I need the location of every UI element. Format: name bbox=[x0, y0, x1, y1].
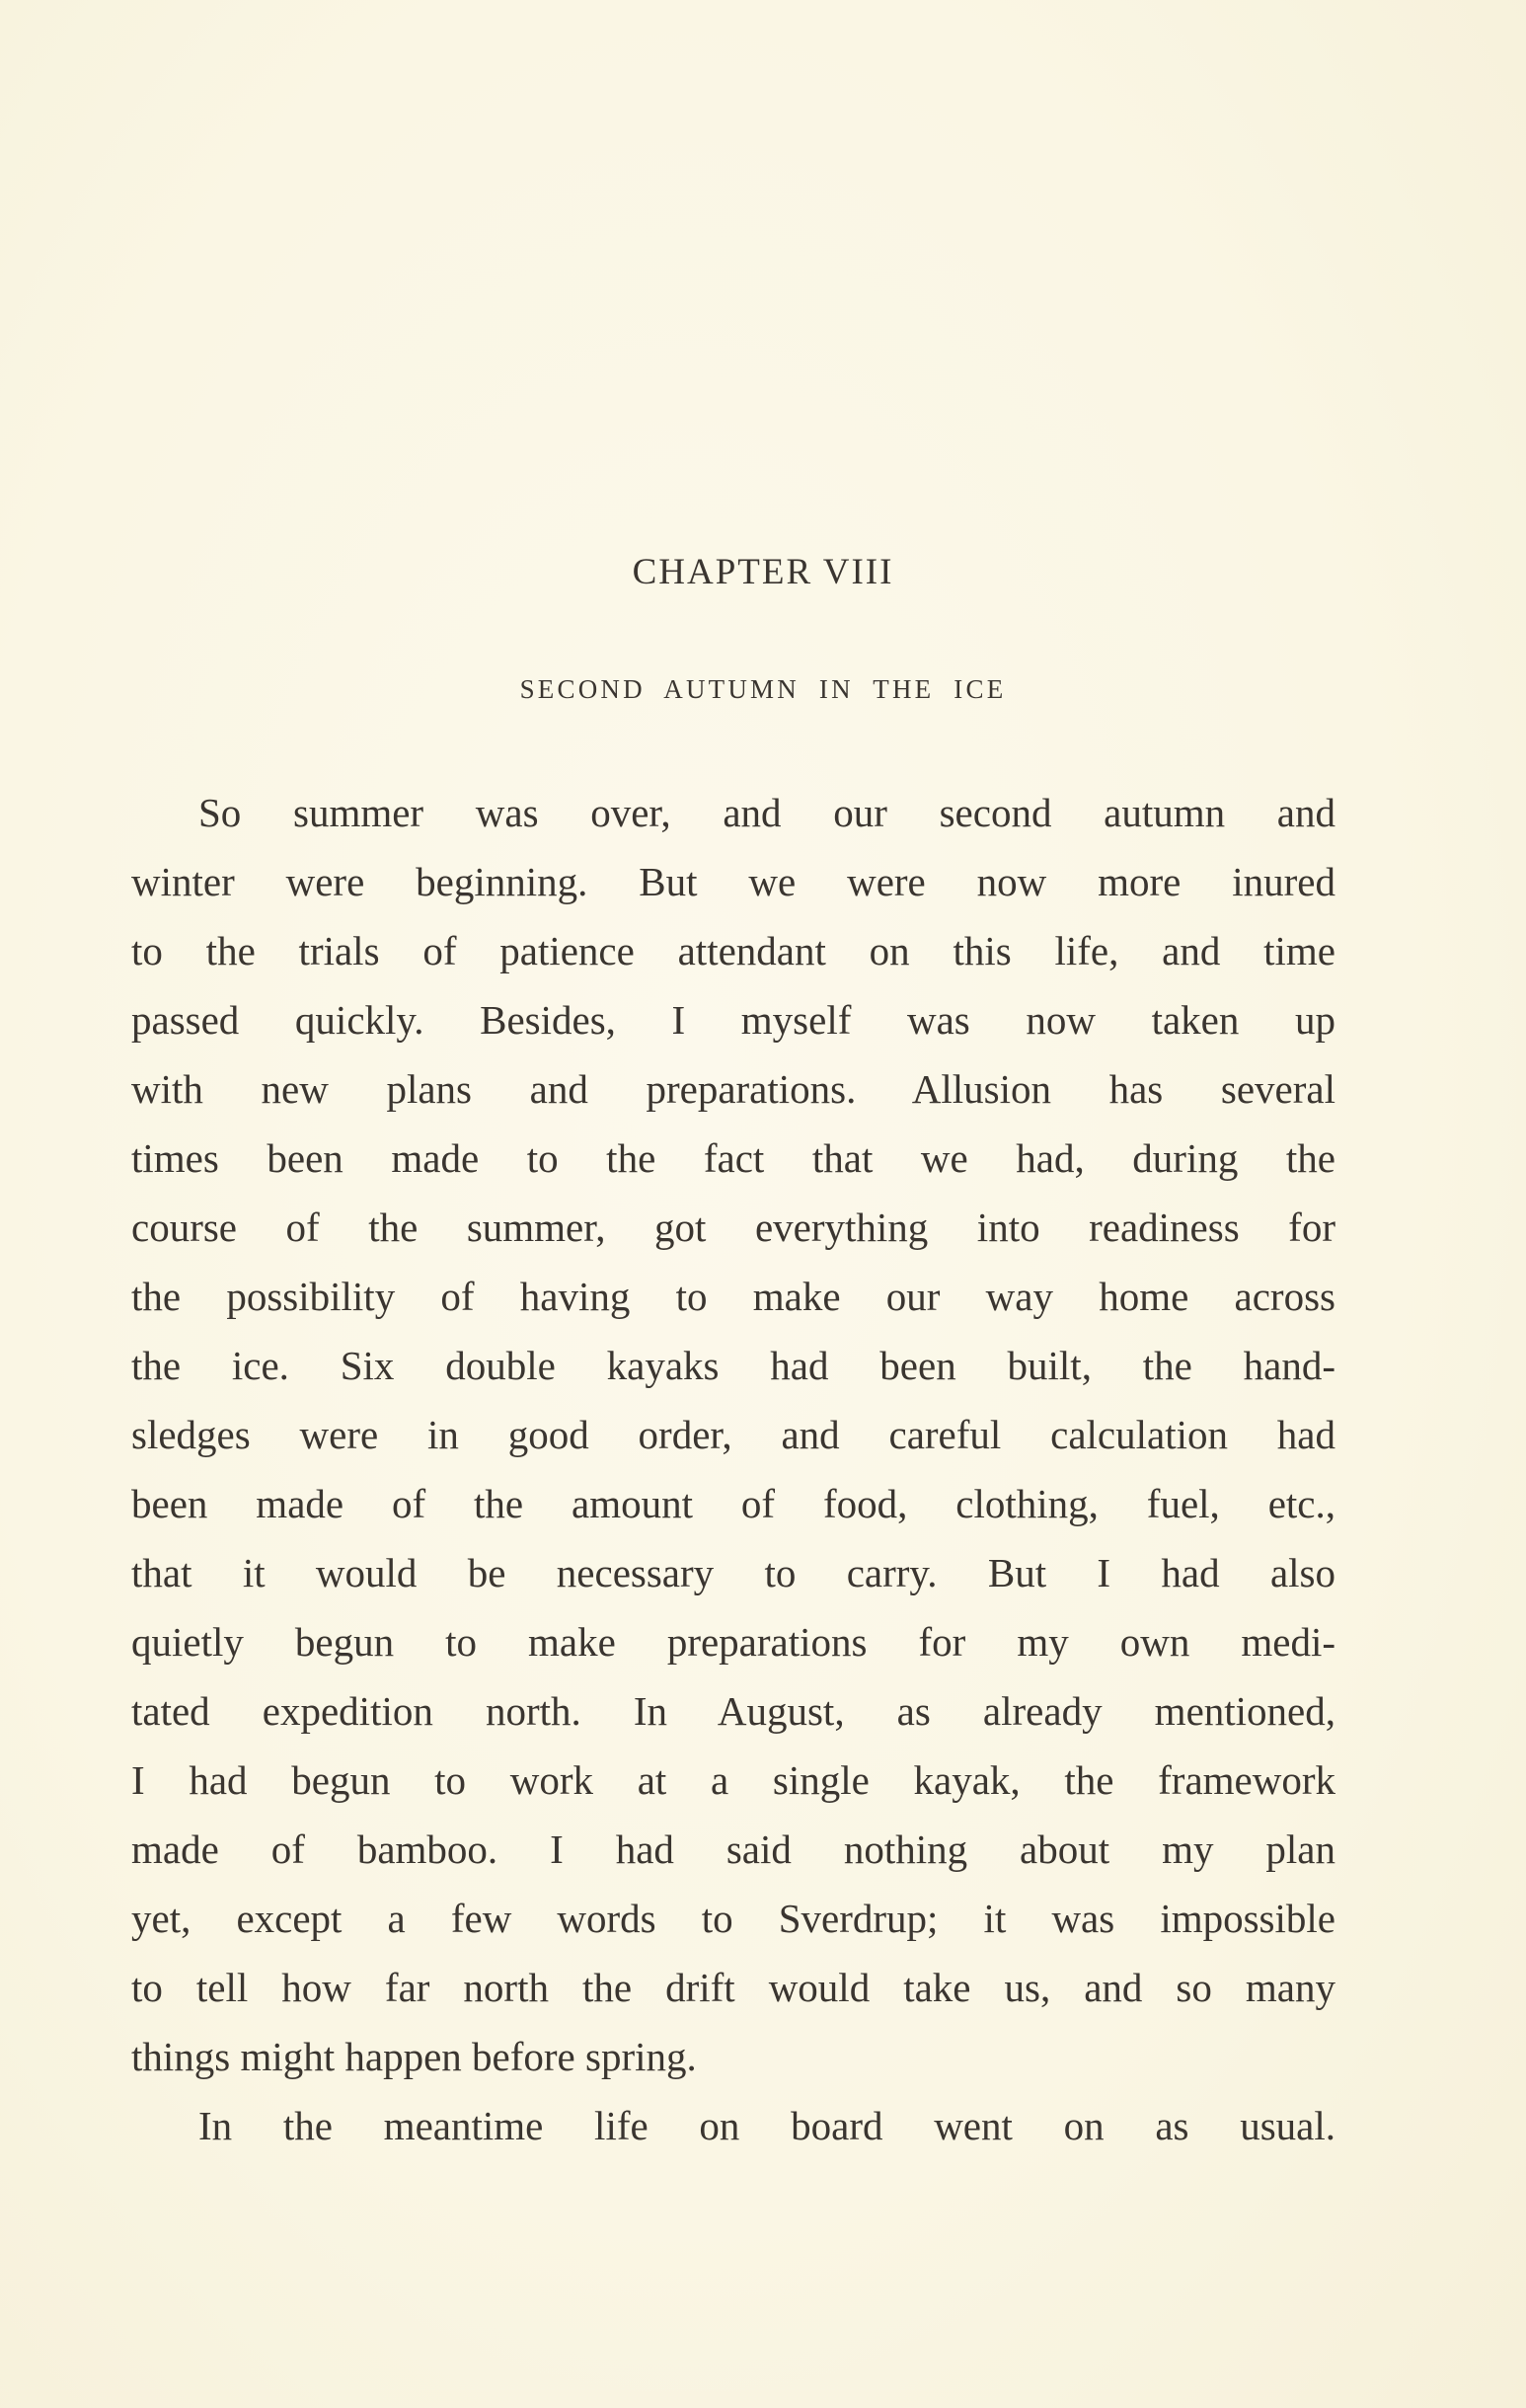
text-line: yet, except a few words to Sverdrup; it was impossible bbox=[131, 1896, 1335, 1941]
text-line: In the meantime life on board went on as usual. bbox=[198, 2103, 1335, 2148]
text-line: to the trials of patience attendant on this life, and time bbox=[131, 928, 1335, 973]
chapter-title: SECOND AUTUMN IN THE ICE bbox=[519, 674, 1007, 704]
chapter-number: CHAPTER VIII bbox=[632, 552, 894, 592]
text-line: tated expedition north. In August, as already mentioned, bbox=[131, 1688, 1335, 1734]
text-line: So summer was over, and our second autumn and bbox=[198, 790, 1335, 835]
text-line: the ice. Six double kayaks had been built, the hand- bbox=[131, 1343, 1335, 1388]
text-line: course of the summer, got everything into readiness for bbox=[131, 1204, 1335, 1250]
text-line: made of bamboo. I had said nothing about my plan bbox=[131, 1826, 1335, 1872]
body-text bbox=[131, 778, 1335, 2160]
text-line: winter were beginning. But we were now more inured bbox=[131, 859, 1335, 904]
text-line: things might happen before spring. bbox=[131, 2034, 697, 2079]
text-line: I had begun to work at a single kayak, the framework bbox=[131, 1757, 1335, 1803]
text-line: passed quickly. Besides, I myself was now taken up bbox=[131, 997, 1335, 1043]
text-line: times been made to the fact that we had, during the bbox=[131, 1135, 1335, 1181]
text-line: to tell how far north the drift would take us, and so many bbox=[131, 1965, 1335, 2010]
text-line: the possibility of having to make our way home across bbox=[131, 1274, 1335, 1319]
text-line: been made of the amount of food, clothing, fuel, etc., bbox=[131, 1481, 1335, 1526]
text-line: that it would be necessary to carry. But I had also bbox=[131, 1550, 1335, 1595]
text-line: sledges were in good order, and careful calculation had bbox=[131, 1412, 1335, 1457]
text-line: quietly begun to make preparations for my own medi- bbox=[131, 1619, 1335, 1665]
text-line: with new plans and preparations. Allusion has several bbox=[131, 1066, 1335, 1112]
